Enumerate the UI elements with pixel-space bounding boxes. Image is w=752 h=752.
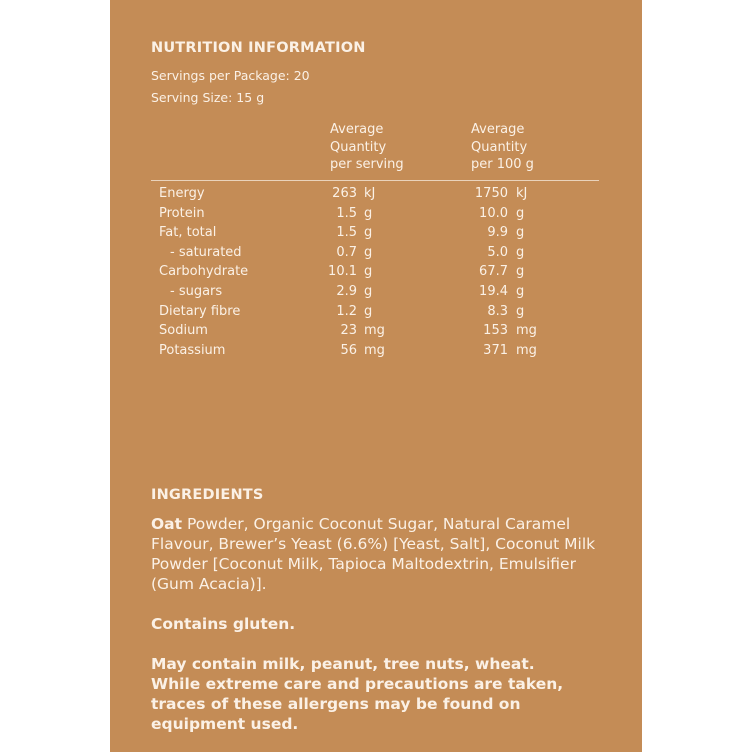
per-serving-unit: g <box>364 244 373 260</box>
nutrition-row <box>110 264 642 284</box>
nutrient-label: Protein <box>159 205 205 221</box>
per-100g-value: 67.7 <box>479 264 508 280</box>
nutrition-row <box>110 323 642 343</box>
ingredients-list: Powder, Organic Coconut Sugar, Natural Caramel Flavour, Brewer’s Yeast (6.6%) [Yeast, Salt], Coconut Milk Powder [Coconut Milk, Tapioca Maltodextrin, Emulsifier (Gum Acacia)]. <box>151 515 596 593</box>
per-100g-unit: g <box>516 284 525 299</box>
per-100g-value: 9.9 <box>487 225 508 241</box>
per-100g-value: 153 <box>483 323 508 339</box>
per-100g-unit: kJ <box>516 186 528 201</box>
nutrient-label: - saturated <box>170 244 242 260</box>
per-serving-value: 0.7 <box>336 244 357 260</box>
col-header-per-100g <box>471 121 534 174</box>
per-serving-unit: g <box>364 205 373 221</box>
per-serving-value: 1.5 <box>336 225 357 241</box>
per-100g-unit: g <box>516 244 525 260</box>
per-serving-value: 263 <box>332 186 357 201</box>
nutrition-panel <box>110 0 642 752</box>
nutrition-row <box>110 225 642 245</box>
ingredients-bold-lead: Oat <box>151 515 183 533</box>
nutrition-title: NUTRITION INFORMATION <box>151 40 366 56</box>
nutrient-label: - sugars <box>170 284 223 299</box>
per-serving-value: 1.2 <box>336 303 357 319</box>
nutrient-label: Sodium <box>159 323 208 339</box>
per-serving-unit: kJ <box>364 186 376 201</box>
per-serving-value: 23 <box>340 323 357 339</box>
per-100g-value: 371 <box>483 342 508 358</box>
per-100g-value: 19.4 <box>479 284 508 299</box>
nutrient-label: Fat, total <box>159 225 217 241</box>
nutrition-row <box>110 245 642 265</box>
per-serving-value: 10.1 <box>328 264 357 280</box>
nutrition-row <box>110 206 642 226</box>
nutrition-row <box>110 304 642 324</box>
servings-per-package: Servings per Package: 20 <box>151 68 310 83</box>
per-serving-unit: mg <box>364 342 385 358</box>
nutrition-row <box>110 343 642 363</box>
per-100g-unit: mg <box>516 323 537 339</box>
header-line: per 100 g <box>471 157 534 172</box>
per-serving-unit: g <box>364 264 373 280</box>
per-100g-unit: g <box>516 205 525 221</box>
per-100g-unit: g <box>516 264 525 280</box>
ingredients-text <box>151 514 621 594</box>
per-100g-value: 8.3 <box>487 303 508 319</box>
col-header-per-serving <box>330 121 404 174</box>
per-serving-value: 2.9 <box>336 284 357 299</box>
per-100g-value: 5.0 <box>487 244 508 260</box>
per-100g-unit: mg <box>516 342 537 358</box>
contains-statement: Contains gluten. <box>151 615 296 633</box>
per-serving-unit: g <box>364 284 373 299</box>
may-contain-statement: May contain milk, peanut, tree nuts, wheat. While extreme care and precautions are taken, traces of these allergens may be found on equipment used. <box>151 655 564 733</box>
per-100g-unit: g <box>516 303 525 319</box>
per-serving-unit: g <box>364 225 373 241</box>
per-100g-unit: g <box>516 225 525 241</box>
nutrient-label: Potassium <box>159 342 226 358</box>
nutrition-row <box>110 284 642 304</box>
header-line: Average <box>330 122 384 137</box>
per-100g-value: 1750 <box>474 186 508 201</box>
per-100g-value: 10.0 <box>479 205 508 221</box>
per-serving-unit: g <box>364 303 373 319</box>
header-line: Quantity <box>330 139 387 155</box>
header-divider <box>151 180 599 181</box>
nutrient-label: Energy <box>159 186 205 201</box>
nutrient-label: Dietary fibre <box>159 303 241 319</box>
serving-size: Serving Size: 15 g <box>151 90 265 105</box>
ingredients-title: INGREDIENTS <box>151 487 264 503</box>
nutrient-label: Carbohydrate <box>159 264 249 280</box>
header-line: Average <box>471 122 525 137</box>
nutrition-row <box>110 186 642 206</box>
header-line: Quantity <box>471 139 528 155</box>
per-serving-value: 1.5 <box>336 205 357 221</box>
per-serving-unit: mg <box>364 323 385 339</box>
per-serving-value: 56 <box>340 342 357 358</box>
header-line: per serving <box>330 157 404 172</box>
